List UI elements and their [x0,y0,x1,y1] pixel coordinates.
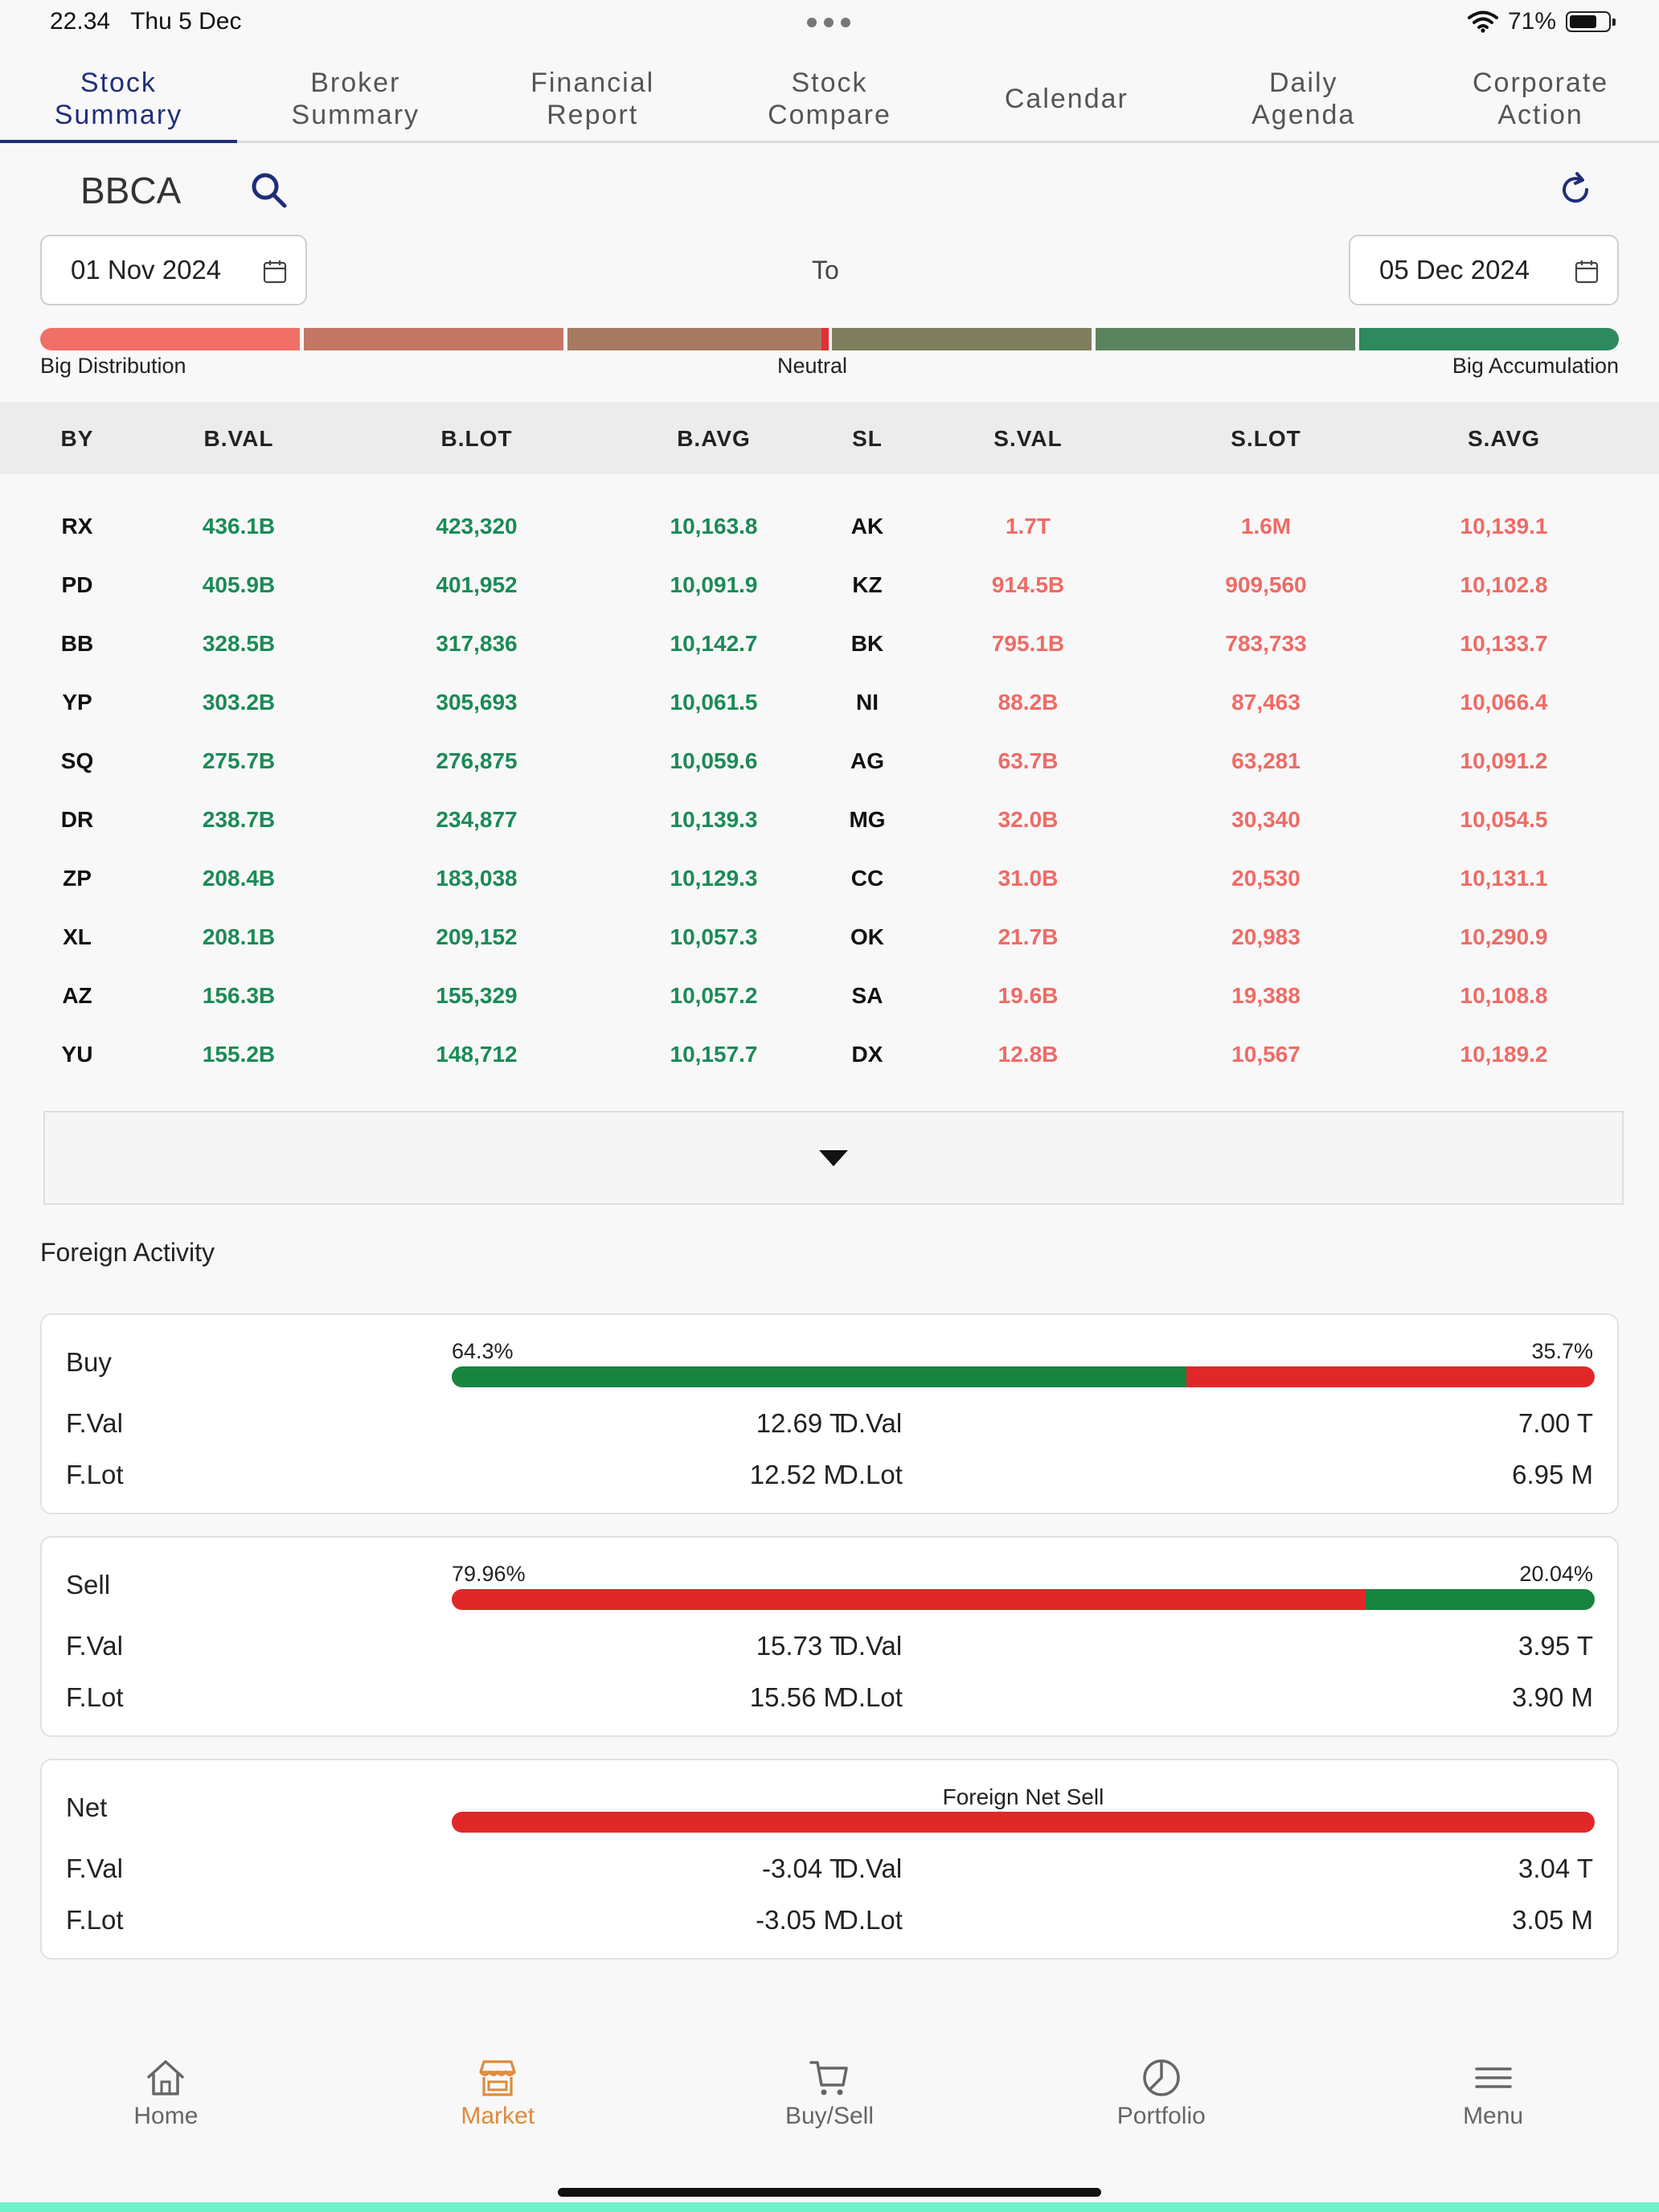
tab-calendar[interactable]: Calendar [1004,83,1129,114]
sell-value: 88.2B [997,690,1059,715]
table-row[interactable] [0,848,1659,907]
tab-stock-compare[interactable]: Stock Compare [768,67,891,130]
dlot-label: D.Lot [839,1905,903,1935]
col-sval[interactable]: S.VAL [993,426,1063,451]
search-icon[interactable] [249,170,288,209]
bottom-accent-strip [0,2202,1659,2212]
buy-avg: 10,091.9 [670,572,758,597]
net-bar [452,1812,1595,1833]
sell-foreign-pct: 79.96% [452,1562,526,1586]
status-indicators [1468,8,1611,35]
sell-lot: 63,281 [1231,748,1301,773]
buy-value: 405.9B [202,572,276,597]
sell-lot: 1.6M [1240,514,1292,539]
sell-lot: 87,463 [1231,690,1301,715]
store-icon [476,2058,519,2098]
col-bval[interactable]: B.VAL [203,426,274,451]
net-label: Net [66,1792,108,1822]
seller-code[interactable]: OK [850,924,884,949]
foreign-net-card [40,1759,1619,1960]
sell-avg: 10,131.1 [1460,866,1548,891]
flot-value: 12.52 M [749,1460,846,1489]
buyer-code[interactable]: RX [61,514,93,539]
buy-lot: 234,877 [436,807,518,832]
flot-label: F.Lot [66,1682,124,1712]
tab-bar [0,56,1659,143]
buy-lot: 183,038 [436,866,518,891]
tab-stock-summary[interactable]: Stock Summary [0,56,237,141]
col-by[interactable]: BY [60,426,94,451]
stock-symbol: BBCA [80,170,182,211]
buy-lot: 148,712 [436,1042,518,1067]
foreign-buy-card [40,1313,1619,1514]
buyer-code[interactable]: DR [60,807,94,832]
nav-menu[interactable]: Menu [1327,2058,1659,2154]
gauge-segment [1096,328,1355,350]
table-row[interactable] [0,907,1659,965]
sell-avg: 10,290.9 [1460,924,1548,949]
fval-label: F.Val [66,1631,123,1661]
sell-value: 63.7B [997,748,1059,773]
buy-value: 303.2B [202,690,276,715]
fval-label: F.Val [66,1408,123,1438]
sell-value: 31.0B [997,866,1059,891]
table-row[interactable] [0,1024,1659,1083]
buy-avg: 10,157.7 [670,1042,758,1067]
buy-value: 436.1B [202,514,276,539]
sell-avg: 10,066.4 [1460,690,1548,715]
sell-lot: 909,560 [1225,572,1307,597]
flot-label: F.Lot [66,1460,124,1489]
tab-corporate-action[interactable]: Corporate Action [1472,67,1609,130]
tab-daily-agenda[interactable]: Daily Agenda [1251,67,1356,130]
refresh-icon[interactable] [1556,170,1595,209]
buy-value: 275.7B [202,748,276,773]
buy-avg: 10,059.6 [670,748,758,773]
seller-code[interactable]: AG [850,748,884,773]
buy-value: 208.4B [202,866,276,891]
sell-lot: 30,340 [1231,807,1301,832]
fval-label: F.Val [66,1854,123,1883]
sell-value: 914.5B [991,572,1065,597]
sell-value: 32.0B [997,807,1059,832]
gauge-marker [821,328,829,350]
buy-value: 156.3B [202,983,276,1008]
net-caption: Foreign Net Sell [942,1784,1104,1809]
battery-percent: 71% [1507,8,1556,35]
buy-avg: 10,057.3 [670,924,758,949]
dval-label: D.Val [839,1408,903,1438]
buy-label: Buy [66,1347,112,1377]
tab-broker-summary[interactable]: Broker Summary [291,67,420,130]
wifi-icon [1468,10,1498,33]
sell-avg: 10,189.2 [1460,1042,1548,1067]
hamburger-icon [1472,2058,1515,2098]
sell-domestic-pct: 20.04% [1519,1562,1593,1586]
sell-label: Sell [66,1570,111,1600]
nav-home[interactable]: Home [0,2058,332,2154]
pie-icon [1140,2058,1183,2098]
buyer-code[interactable]: PD [61,572,93,597]
sell-value: 795.1B [991,631,1065,656]
gauge-right-label: Big Accumulation [1452,354,1619,378]
sell-avg: 10,091.2 [1460,748,1548,773]
buy-lot: 423,320 [436,514,518,539]
calendar-icon [1574,259,1600,285]
buy-lot: 305,693 [436,690,518,715]
table-row[interactable] [0,789,1659,848]
dlot-value: 6.95 M [1512,1460,1593,1489]
table-row[interactable] [0,555,1659,613]
buyer-code[interactable]: AZ [62,983,92,1008]
sell-value: 1.7T [1005,514,1051,539]
sell-avg: 10,108.8 [1460,983,1548,1008]
buy-lot: 155,329 [436,983,518,1008]
buy-value: 208.1B [202,924,276,949]
dlot-value: 3.90 M [1512,1682,1593,1712]
buyer-code[interactable]: SQ [60,748,94,773]
table-row[interactable] [0,613,1659,672]
sell-avg: 10,102.8 [1460,572,1548,597]
gauge-segment [304,328,563,350]
flot-label: F.Lot [66,1905,124,1935]
date-range-separator: To [812,256,839,285]
seller-code[interactable]: KZ [852,572,883,597]
buy-lot: 317,836 [436,631,518,656]
buy-value: 328.5B [202,631,276,656]
gauge-segment [40,328,300,350]
gauge-mid-label: Neutral [777,354,848,378]
dval-value: 3.95 T [1518,1631,1593,1661]
col-slot[interactable]: S.LOT [1231,426,1301,451]
home-indicator[interactable] [558,2188,1101,2197]
sell-ratio-bar [452,1589,1595,1610]
gauge-left-label: Big Distribution [40,354,186,378]
battery-icon [1566,11,1611,32]
col-sl[interactable]: SL [852,426,883,451]
buy-foreign-pct: 64.3% [452,1339,514,1363]
buyer-code[interactable]: ZP [63,866,92,891]
seller-code[interactable]: NI [856,690,879,715]
sell-lot: 19,388 [1231,983,1301,1008]
seller-code[interactable]: AK [850,514,884,539]
buy-avg: 10,057.2 [670,983,758,1008]
nav-portfolio[interactable]: Portfolio [995,2058,1327,2154]
buy-domestic-pct: 35.7% [1531,1339,1593,1363]
buy-value: 238.7B [202,807,276,832]
gauge-segment [832,328,1092,350]
sell-avg: 10,139.1 [1460,514,1548,539]
buyer-code[interactable]: YP [62,690,92,715]
seller-code[interactable]: MG [849,807,886,832]
dlot-label: D.Lot [839,1682,903,1712]
fval-value: 15.73 T [756,1631,846,1661]
sell-lot: 20,530 [1231,866,1301,891]
buy-lot: 209,152 [436,924,518,949]
expand-table-button[interactable] [43,1111,1624,1205]
buy-lot: 401,952 [436,572,518,597]
calendar-icon [262,259,288,285]
seller-code[interactable]: SA [851,983,883,1008]
sell-value: 12.8B [997,1042,1059,1067]
buyer-code[interactable]: XL [63,924,92,949]
buy-avg: 10,142.7 [670,631,758,656]
buy-avg: 10,139.3 [670,807,758,832]
foreign-sell-card [40,1536,1619,1737]
seller-code[interactable]: BK [850,631,884,656]
buy-ratio-bar [452,1366,1595,1387]
sell-value: 21.7B [997,924,1059,949]
home-icon [144,2058,187,2098]
table-row[interactable] [0,496,1659,555]
table-row[interactable] [0,731,1659,789]
buy-lot: 276,875 [436,748,518,773]
dval-value: 7.00 T [1518,1408,1593,1438]
dlot-value: 3.05 M [1512,1905,1593,1935]
status-time: 22.34 Thu 5 Dec [50,8,242,35]
foreign-activity-title: Foreign Activity [40,1238,215,1267]
accumulation-gauge [40,328,1619,350]
bottom-nav [0,2058,1659,2154]
gauge-segment [567,328,827,350]
nav-buy-sell[interactable]: Buy/Sell [664,2058,996,2154]
dval-value: 3.04 T [1518,1854,1593,1883]
fval-value: 12.69 T [756,1408,846,1438]
buy-avg: 10,061.5 [670,690,758,715]
sell-lot: 20,983 [1231,924,1301,949]
buyer-code[interactable]: BB [60,631,94,656]
cart-icon [808,2058,851,2098]
col-savg[interactable]: S.AVG [1467,426,1541,451]
fval-value: -3.04 T [762,1854,846,1883]
nav-market[interactable]: Market [332,2058,664,2154]
gauge-segment [1359,328,1619,350]
seller-code[interactable]: DX [851,1042,883,1067]
sell-value: 19.6B [997,983,1059,1008]
sell-lot: 10,567 [1231,1042,1301,1067]
end-date-field[interactable]: 05 Dec 2024 [1349,235,1619,305]
buy-avg: 10,129.3 [670,866,758,891]
broker-table-header [0,402,1659,474]
flot-value: 15.56 M [749,1682,846,1712]
col-blot[interactable]: B.LOT [440,426,513,451]
dval-label: D.Val [839,1854,903,1883]
sell-avg: 10,054.5 [1460,807,1548,832]
flot-value: -3.05 M [756,1905,846,1935]
buyer-code[interactable]: YU [61,1042,93,1067]
table-row[interactable] [0,965,1659,1024]
buy-value: 155.2B [202,1042,276,1067]
buy-avg: 10,163.8 [670,514,758,539]
multitask-dots[interactable] [807,18,850,27]
col-bavg[interactable]: B.AVG [677,426,751,451]
start-date-field[interactable]: 01 Nov 2024 [40,235,307,305]
seller-code[interactable]: CC [850,866,884,891]
dval-label: D.Val [839,1631,903,1661]
table-row[interactable] [0,672,1659,731]
tab-financial-report[interactable]: Financial Report [530,67,655,130]
dlot-label: D.Lot [839,1460,903,1489]
sell-lot: 783,733 [1225,631,1307,656]
chevron-down-icon [819,1150,848,1166]
sell-avg: 10,133.7 [1460,631,1548,656]
